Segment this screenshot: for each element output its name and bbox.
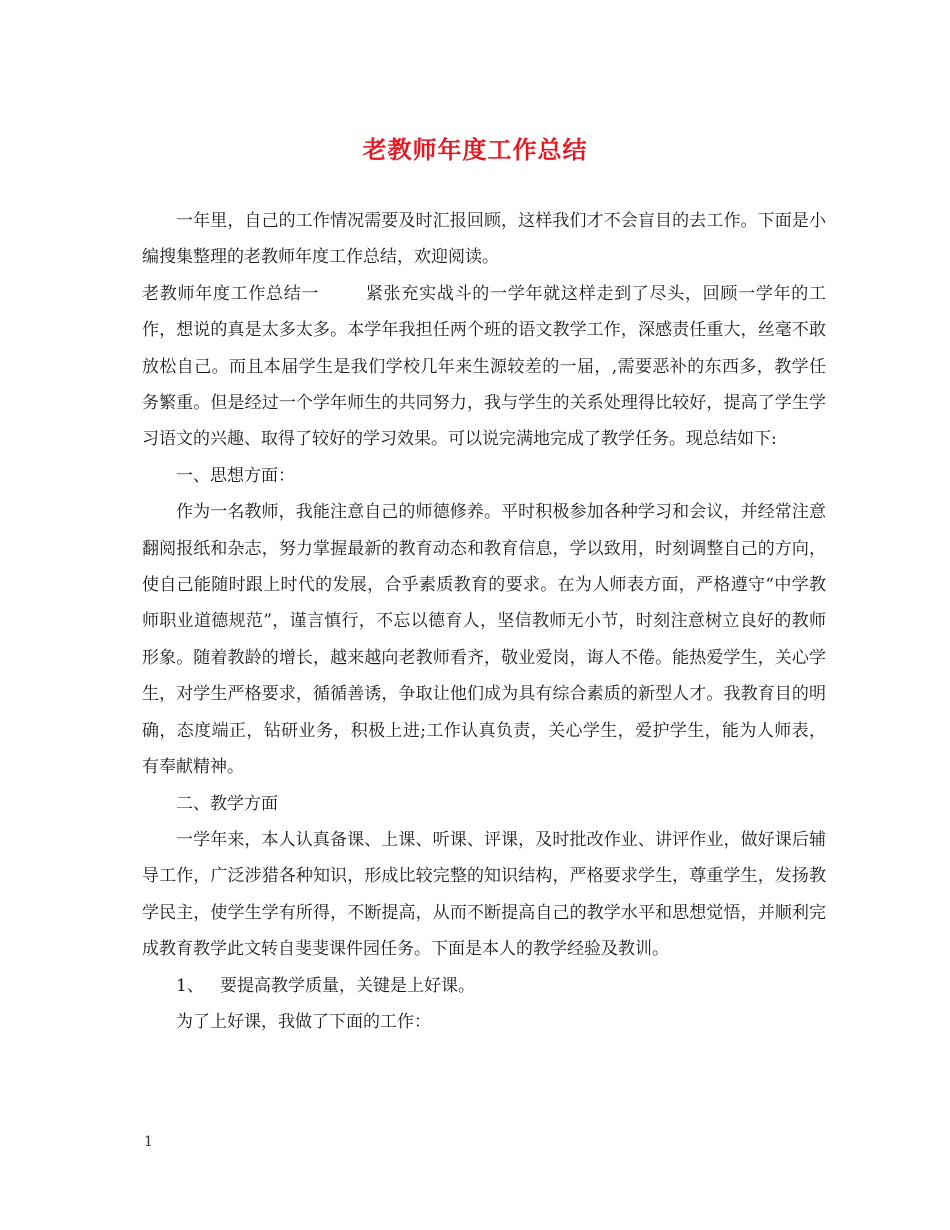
- list-item-one: [142, 968, 826, 1004]
- document-body: [142, 203, 826, 1040]
- thought-paragraph: 作为一名教师，我能注意自己的师德修养。平时积极参加各种学习和会议，并经常注意翻阅报纸和杂志，努力掌握最新的教育动态和教育信息，学以致用，时刻调整自己的方向，使自己能随时跟上时代的发展，合乎素质教育的要求。在为人师表方面，严格遵守“中学教师职业道德规范”，谨言慎行，不忘以德育人，坚信教师无小节，时刻注意树立良好的教师形象。随着教龄的增长，越来越向老教师看齐，敬业爱岗，诲人不倦。能热爱学生，关心学生，对学生严格要求，循循善诱，争取让他们成为具有综合素质的新型人才。我教育目的明确，态度端正，钻研业务，积极上进;工作认真负责，关心学生，爱护学生，能为人师表，有奉献精神。: [142, 502, 826, 778]
- heading-thought: 一、思想方面：: [176, 465, 295, 486]
- teaching-paragraph: 一学年来，本人认真备课、上课、听课、评课，及时批改作业、讲评作业，做好课后辅导工作，广泛涉猎各种知识，形成比较完整的知识结构，严格要求学生，尊重学生，发扬教学民主，使学生学有所得，不断提高，从而不断提高自己的教学水平和思想觉悟，并顺利完成教育教学此文转自斐斐课件园任务。下面是本人的教学经验及教训。: [142, 829, 826, 960]
- heading-teaching: 二、教学方面: [176, 793, 278, 814]
- intro-paragraph: 一年里，自己的工作情况需要及时汇报回顾，这样我们才不会盲目的去工作。下面是小编搜集整理的老教师年度工作总结，欢迎阅读。: [142, 211, 826, 268]
- section-one-label: 老教师年度工作总结一: [142, 283, 320, 304]
- document-title: 老教师年度工作总结: [362, 135, 588, 164]
- list-item-number: 1、: [176, 975, 204, 996]
- section-one-text: 紧张充实战斗的一学年就这样走到了尽头，回顾一学年的工作，想说的真是太多太多。本学年我担任两个班的语文教学工作，深感责任重大，丝毫不敢放松自己。而且本届学生是我们学校几年来生源较差的一届，,需要恶补的东西多，教学任务繁重。但是经过一个学年师生的共同努力，我与学生的关系处理得比较好，提高了学生学习语文的兴趣、取得了较好的学习效果。可以说完满地完成了教学任务。现总结如下:: [142, 283, 827, 450]
- section-one-paragraph: [142, 276, 826, 458]
- closing-paragraph: 为了上好课，我做了下面的工作：: [176, 1011, 431, 1032]
- page-number: 1: [144, 1134, 153, 1150]
- list-item-text: 要提高教学质量，关键是上好课。: [220, 975, 476, 996]
